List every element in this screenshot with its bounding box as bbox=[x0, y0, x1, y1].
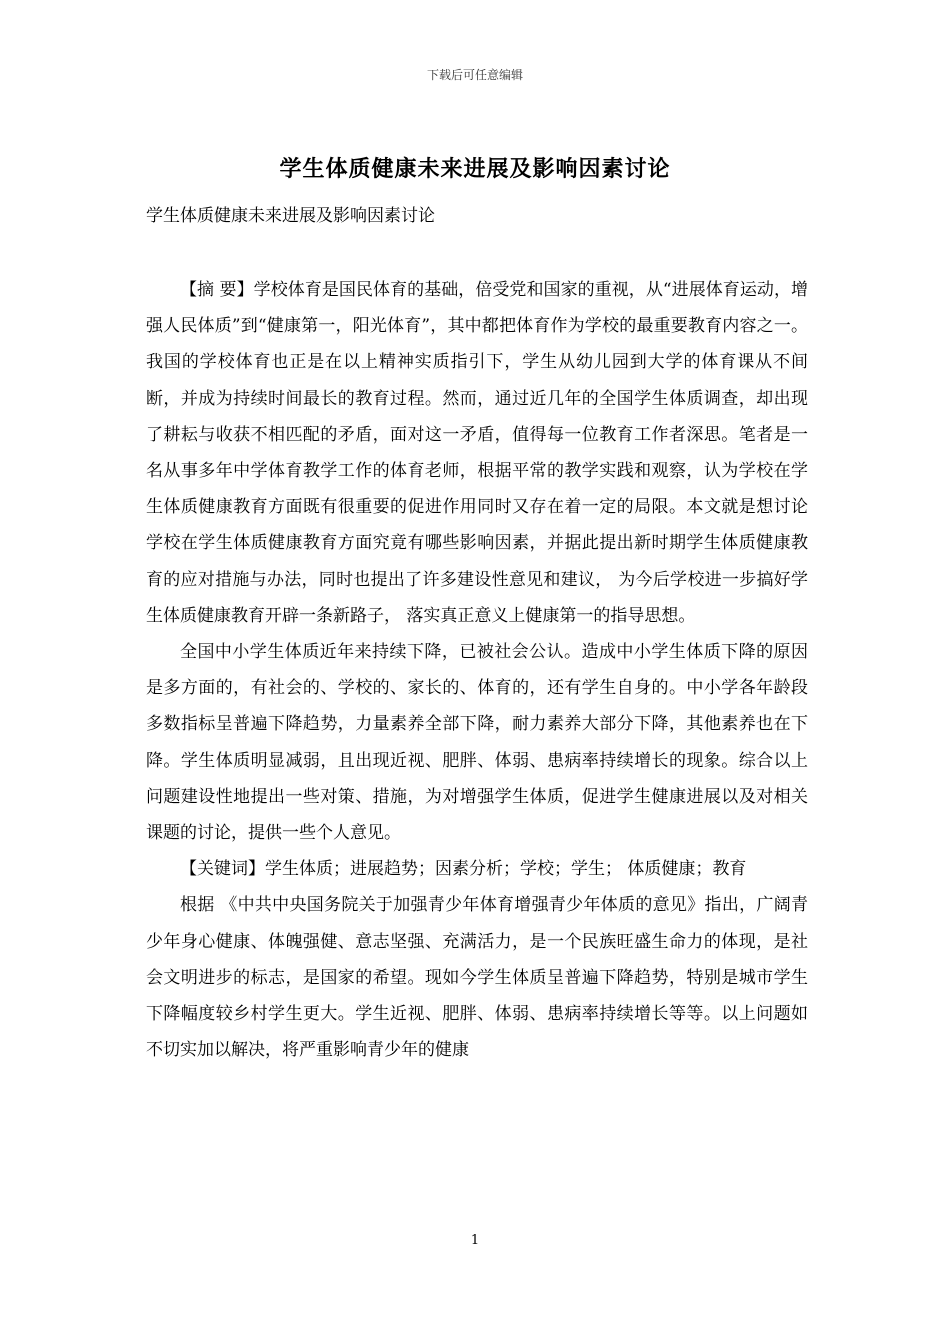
page-number: 1 bbox=[470, 1233, 480, 1248]
document-body bbox=[146, 272, 808, 1068]
abstract-paragraph: 【摘 要】学校体育是国民体育的基础，倍受党和国家的重视，从“进展体育运动，增强人民体质”到“健康第一，阳光体育”，其中都把体育作为学校的最重要教育内容之一。我国的学校体育也正是在以上精神实质指引下，学生从幼儿园到大学的体育课从不间断，并成为持续时间最长的教育过程。然而，通过近几年的全国学生体质调查，却出现了耕耘与收获不相匹配的矛盾，面对这一矛盾，值得每一位教育工作者深思。笔者是一名从事多年中学体育教学工作的体育老师，根据平常的教学实践和观察，认为学校在学生体质健康教育方面既有很重要的促进作用同时又存在着一定的局限。本文就是想讨论学校在学生体质健康教育方面究竟有哪些影响因素，并据此提出新时期学生体质健康教育的应对措施与办法，同时也提出了许多建设性意见和建议， 为今后学校进一步搞好学生体质健康教育开辟一条新路子， 落实真正意义上健康第一的指导思想。 bbox=[146, 280, 808, 626]
body-paragraph: 全国中小学生体质近年来持续下降，已被社会公认。造成中小学生体质下降的原因是多方面的，有社会的、学校的、家长的、体育的，还有学生自身的。中小学各年龄段多数指标呈普遍下降趋势，力量素养全部下降，耐力素养大部分下降，其他素养也在下降。学生体质明显减弱，且出现近视、肥胖、体弱、患病率持续增长的现象。综合以上问题建设性地提出一些对策、措施，为对增强学生体质，促进学生健康进展以及对相关课题的讨论，提供一些个人意见。 bbox=[146, 642, 808, 844]
body-paragraph: 根据 《中共中央国务院关于加强青少年体育增强青少年体质的意见》指出，广阔青少年身心健康、体魄强健、意志坚强、充满活力，是一个民族旺盛生命力的体现，是社会文明进步的标志，是国家的希望。现如今学生体质呈普遍下降趋势，特别是城市学生下降幅度较乡村学生更大。学生近视、肥胖、体弱、患病率持续增长等等。以上问题如不切实加以解决，将严重影响青少年的健康 bbox=[146, 895, 808, 1061]
keywords-paragraph: 【关键词】学生体质；进展趋势；因素分析；学校；学生； 体质健康；教育 bbox=[180, 859, 747, 880]
document-title: 学生体质健康未来进展及影响因素讨论 bbox=[279, 156, 671, 182]
page-header-note: 下载后可任意编辑 bbox=[426, 68, 523, 82]
document-subtitle: 学生体质健康未来进展及影响因素讨论 bbox=[146, 206, 435, 226]
